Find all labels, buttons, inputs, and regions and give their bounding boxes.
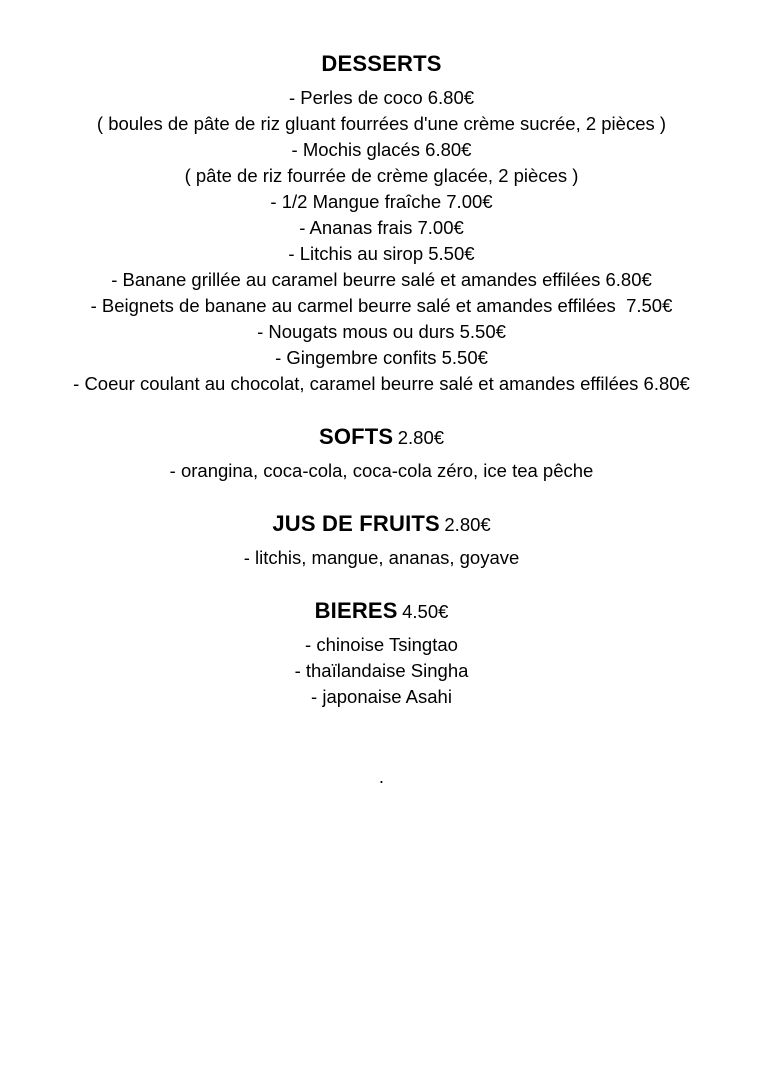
menu-item-line: - Coeur coulant au chocolat, caramel beurre salé et amandes effilées 6.80€ — [73, 373, 690, 394]
menu-item-line: - litchis, mangue, ananas, goyave — [243, 547, 520, 568]
menu-item-line: - Nougats mous ou durs 5.50€ — [257, 321, 506, 342]
section-title: SOFTS — [318, 424, 394, 449]
section-title: BIERES — [314, 598, 398, 623]
section-desserts-heading — [8, 49, 755, 82]
section-price: 4.50€ — [402, 601, 449, 622]
menu-item-line: - Perles de coco 6.80€ — [288, 87, 475, 108]
section-jus-heading — [8, 509, 755, 542]
menu-item-line: - Banane grillée au caramel beurre salé et amandes effilées 6.80€ — [111, 269, 652, 290]
section-title: DESSERTS — [321, 51, 442, 76]
section-softs-heading — [8, 422, 755, 455]
menu-item-line: - Mochis glacés 6.80€ — [291, 139, 472, 160]
section-desserts — [8, 49, 755, 397]
section-title: JUS DE FRUITS — [272, 511, 440, 536]
section-bieres — [8, 596, 755, 710]
menu-item-line: - thaïlandaise Singha — [294, 660, 469, 681]
menu-item-line: - Litchis au sirop 5.50€ — [288, 243, 475, 264]
menu-item-description: ( pâte de riz fourrée de crème glacée, 2 pièces ) — [184, 165, 579, 186]
section-bieres-heading — [8, 596, 755, 629]
menu-item-line: - japonaise Asahi — [311, 686, 452, 707]
menu-item-line: - Beignets de banane au carmel beurre salé et amandes effilées 7.50€ — [90, 295, 673, 316]
menu-item-line: - Gingembre confits 5.50€ — [275, 347, 488, 368]
section-price: 2.80€ — [397, 427, 445, 448]
menu-item-description: ( boules de pâte de riz gluant fourrées d'une crème sucrée, 2 pièces ) — [96, 113, 667, 134]
menu-item-line: - chinoise Tsingtao — [305, 634, 458, 655]
section-softs — [8, 422, 755, 484]
menu-item-line: - 1/2 Mangue fraîche 7.00€ — [270, 191, 493, 212]
section-jus-de-fruits — [8, 509, 755, 571]
footer-dot: . — [378, 766, 385, 787]
section-price: 2.80€ — [444, 514, 491, 535]
menu-item-line: - Ananas frais 7.00€ — [299, 217, 464, 238]
menu-item-line: - orangina, coca-cola, coca-cola zéro, ice tea pêche — [169, 460, 594, 481]
